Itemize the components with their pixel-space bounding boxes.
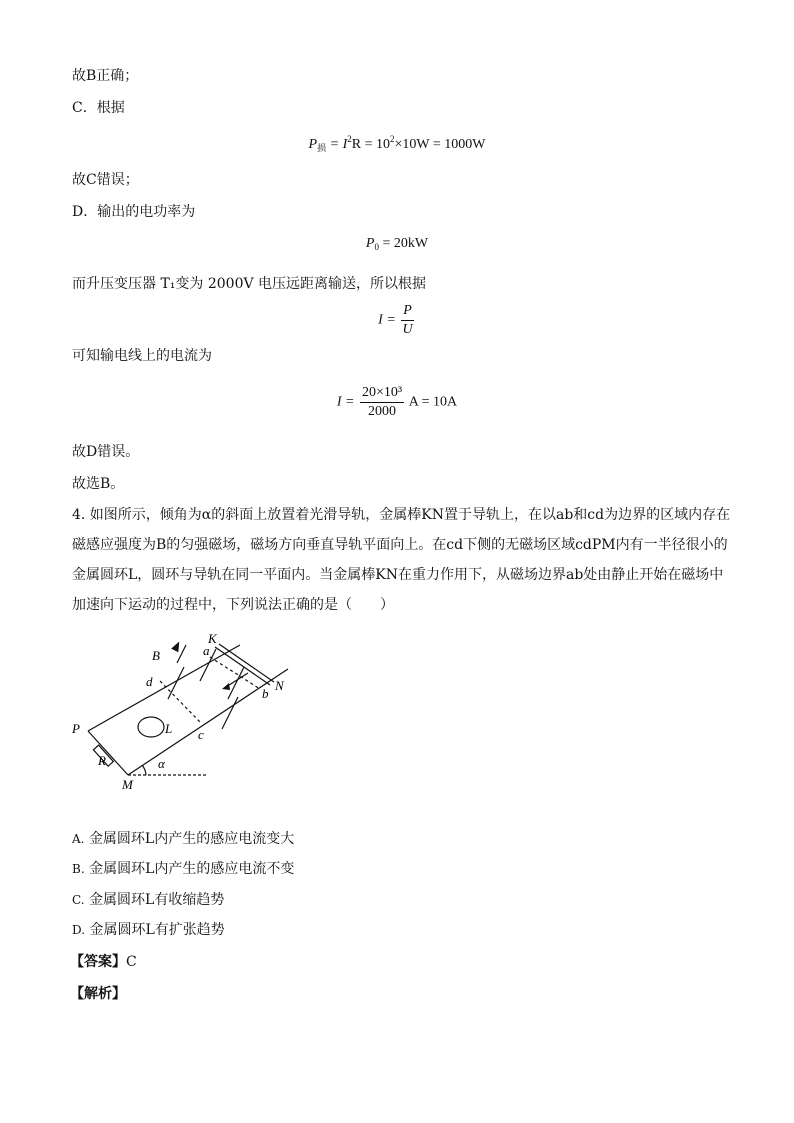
text-choose: 故选B。: [72, 476, 125, 492]
formula-i-value: I = $\frac{\text{20×10³}}{2000}$ A = 10A: [336, 385, 458, 419]
text-d-transformer: 而升压变压器 T₁变为 2000V 电压远距离输送，所以根据: [72, 276, 427, 292]
answer-line: [70, 951, 137, 971]
label-K: K: [208, 631, 217, 646]
formula-i-pu: I = $\frac{P}{U}$: [378, 303, 413, 337]
label-L: L: [165, 721, 173, 736]
label-alpha: α: [158, 756, 165, 771]
text-d-current: 可知输电线上的电流为: [72, 348, 212, 364]
answer-value: C: [126, 954, 137, 970]
label-M: M: [122, 777, 133, 792]
question-text: 4. 如图所示，倾角为α的斜面上放置着光滑导轨，金属棒KN置于导轨上，在以ab和cd为边界的区域内存在磁感应强度为B的匀强磁场，磁场方向垂直导轨平面向上。在cd下侧的无磁场区域cdPM内有一半径很小的金属圆环L，圆环与导轨在同一平面内。当金属棒KN在重力作用下，从磁场边界ab处由静止开始在磁场中加速向下运动的过程中，下列说法正确的是（ ）: [72, 507, 731, 613]
label-a: a: [203, 643, 210, 658]
text-c-basis: C．根据: [72, 100, 125, 116]
text-c-wrong: 故C错误；: [72, 172, 139, 188]
text-d-power: D．输出的电功率为: [72, 204, 196, 220]
analysis-line: [70, 983, 126, 1003]
option-d: D. 金属圆环L有扩张趋势: [72, 922, 225, 938]
formula-d: $P_0 = 20kW$: [365, 236, 429, 252]
label-b: b: [262, 686, 269, 701]
label-N: N: [275, 678, 284, 693]
option-c: C. 金属圆环L有收缩趋势: [72, 892, 225, 908]
formula-c: $P_损 = I^2R = 10^2\times 10W = 1000W$: [308, 134, 486, 154]
label-R: R: [98, 753, 106, 768]
label-c: c: [198, 727, 204, 742]
answer-label: 【答案】: [70, 954, 126, 970]
text-b-correct: 故B正确；: [72, 68, 139, 84]
text-d-wrong: 故D错误。: [72, 444, 140, 460]
label-d: d: [146, 674, 153, 689]
incline-rail-figure: [60, 625, 310, 795]
label-B: B: [152, 648, 160, 663]
analysis-label: 【解析】: [70, 986, 126, 1002]
option-b: B. 金属圆环L内产生的感应电流不变: [72, 861, 295, 877]
option-a: A. 金属圆环L内产生的感应电流变大: [72, 831, 295, 847]
label-P: P: [72, 721, 80, 736]
